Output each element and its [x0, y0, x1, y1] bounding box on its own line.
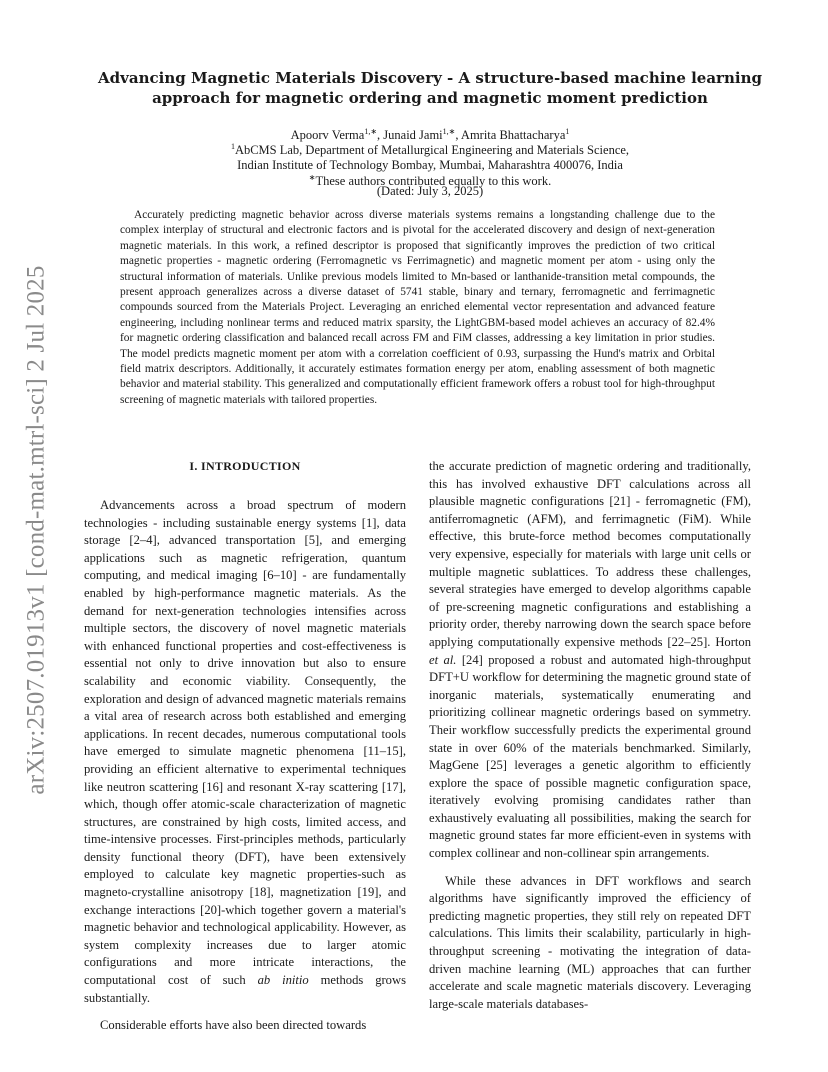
author-name: Amrita Bhattacharya: [460, 128, 566, 143]
author-separator: ,: [377, 128, 384, 143]
intro-paragraph-1: [84, 497, 406, 1007]
paragraph-text: Advancements across a broad spectrum of modern technologies - including sustainable energy systems [1], data storage [2–4], advanced transportation [5], and emerging applications such as magnetic refrigeration, quantum computing, and medical imaging [6–10] - are fundamentally enabled by high-performance magnetic materials. As the demand for next-generation technologies intensifies across multiple sectors, the discovery of novel magnetic materials with enhanced functional properties and cost-effectiveness is essential not only to drive innovation but also to ensure scalability and economic viability. Consequently, the exploration and design of advanced magnetic materials remains a vital area of research across both established and emerging applications. In recent decades, numerous computational tools have emerged to simulate magnetic phenomena [11–15], providing an efficient alternative to experimental techniques like neutron scattering [16] and resonant X-ray scattering [17], which, though offer atomic-scale characterization of magnetic structures, are constrained by high costs, limited access, and time-intensive processes. First-principles methods, particularly density functional theory (DFT), have been extensively employed to calculate key magnetic properties-such as magneto-crystalline anisotropy [18], magnetization [19], and exchange interactions [20]-which together govern a material's magnetic behavior and technological applicability. However, as system complexity increases due to larger atomic configurations and more intricate interactions, the computational cost of such: [84, 498, 406, 988]
left-column: [84, 458, 406, 1035]
author-sup: 1,∗: [364, 127, 378, 136]
arxiv-stamp-text: arXiv:2507.01913v1 [cond-mat.mtrl-sci] 2 Jul 2025: [23, 265, 51, 795]
author-separator: ,: [455, 128, 461, 143]
right-column: [429, 458, 751, 1013]
dated-line: (Dated: July 3, 2025): [376, 184, 484, 198]
affiliation-line-1: AbCMS Lab, Department of Metallurgical Engineering and Materials Science,: [234, 143, 630, 158]
paragraph-text: methods grows substantially.: [84, 973, 406, 1005]
arxiv-stamp: [18, 230, 56, 830]
affiliation: [120, 139, 740, 173]
author-name: Junaid Jami: [383, 128, 443, 143]
author-name: Apoorv Verma: [290, 128, 365, 143]
paper-title: [90, 68, 770, 108]
intro-paragraph-2: Considerable efforts have also been directed towards: [100, 1018, 367, 1033]
equal-contribution-sup: ∗: [308, 173, 316, 182]
intro-paragraph-continued: [429, 458, 751, 863]
abstract: Accurately predicting magnetic behavior across diverse materials systems remains a longstanding challenge due to the complex interplay of structural and electronic factors and is pivotal for the accelerated discovery and design of next-generation magnetic materials. In this work, a refined descriptor is proposed that significantly improves the prediction of two critical magnetic properties - magnetic ordering (Ferromagnetic vs Ferrimagnetic) and magnetic moment per atom - using only the structural information of materials. Unlike previous models limited to Mn-based or lanthanide-transition metal compounds, the present approach generalizes across a diverse dataset of 5741 stable, binary and ternary, ferromagnetic and ferrimagnetic compounds sourced from the Materials Project. Leveraging an enriched elemental vector representation and advanced feature engineering, including nonlinear terms and reduced matrix sparsity, the LightGBM-based model achieves an accuracy of 82.4% for magnetic ordering classification and balanced recall across FM and FiM classes, addressing a key limitation in prior studies. The model predicts magnetic moment per atom with a correlation coefficient of 0.93, surpassing the Hund's matrix and Orbital field matrix descriptors. Additionally, it accurately estimates formation energy per atom, enabling assessment of both magnetic behavior and material stability. This generalized and computationally efficient framework offers a robust tool for high-throughput screening of magnetic materials with tailored properties.: [120, 209, 715, 406]
author-sup: 1,∗: [442, 127, 456, 136]
title-line-2: approach for magnetic ordering and magnetic moment prediction: [152, 89, 708, 107]
author-sup: 1: [565, 127, 570, 136]
affiliation-line-2: Indian Institute of Technology Bombay, Mumbai, Maharashtra 400076, India: [237, 158, 623, 173]
equal-contribution-text: These authors contributed equally to this work.: [315, 174, 552, 189]
italic-term: et al.: [429, 652, 457, 667]
title-line-1: Advancing Magnetic Materials Discovery - A structure-based machine learning: [98, 69, 762, 87]
italic-term: ab initio: [257, 973, 309, 988]
affiliation-sup: 1: [230, 142, 235, 151]
paragraph-text: [24] proposed a robust and automated high-throughput DFT+U workflow for determining the magnetic ground state of inorganic materials, systematically enumerating and prioritizing collinear magnetic orderings based on symmetry. Their workflow successfully predicts the experimental ground state in over 60% of the materials benchmarked. Similarly, MagGene [25] leverages a genetic algorithm to efficiently explore the space of possible magnetic configuration space, iteratively evolving promising candidates rather than exhaustively evaluating all possibilities, making the search for magnetic ground states far more efficient-even in systems with complex collinear and non-collinear spin arrangements.: [429, 652, 751, 861]
paragraph-text: the accurate prediction of magnetic ordering and traditionally, this has involved exhaustive DFT calculations across all plausible magnetic configurations [21] - ferromagnetic (FM), antiferromagnetic (AFM), and ferrimagnetic (FiM). While effective, this brute-force method becomes computationally very expensive, especially for materials with large unit cells or multiple magnetic sublattices. To address these challenges, several strategies have emerged to develop algorithms capable of pre-screening magnetic configurations and establishing a priority order, thereby narrowing down the search space before applying computationally expensive methods [22–25]. Horton: [429, 459, 751, 649]
section-heading: I. INTRODUCTION: [189, 459, 301, 473]
intro-paragraph-3: While these advances in DFT workflows and search algorithms have significantly improved the efficiency of predicting magnetic properties, they still rely on repeated DFT calculations. This limits their scalability, particularly in high-throughput screening - motivating the integration of data-driven machine learning (ML) approaches that can further accelerate and scale magnetic materials discovery. Leveraging large-scale materials databases-: [429, 873, 751, 1011]
